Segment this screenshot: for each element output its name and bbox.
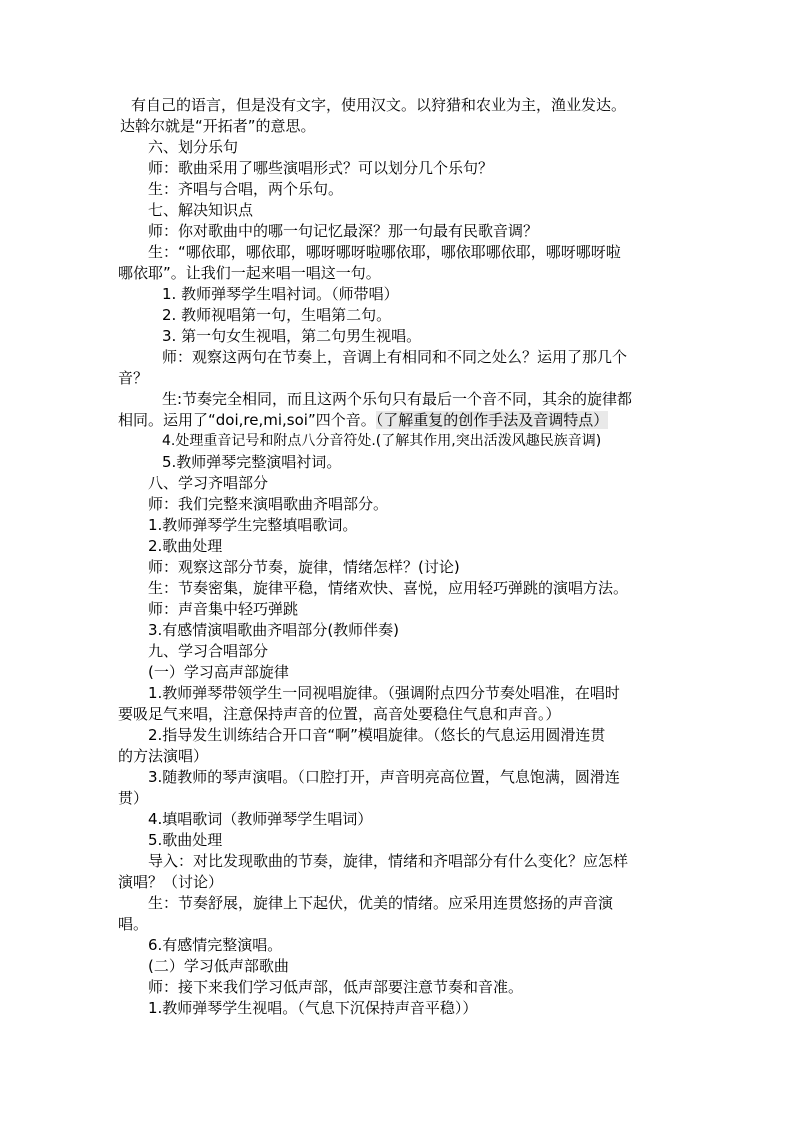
list-item: 4.填唱歌词（教师弹琴学生唱词） xyxy=(148,810,373,828)
text-line: 师：声音集中轻巧弹跳 xyxy=(148,600,299,618)
subsection-heading: (一）学习高声部旋律 xyxy=(148,663,289,681)
text-line: 生：“哪依耶，哪依耶，哪呀哪呀啦哪依耶，哪依耶哪依耶，哪呀哪呀啦 xyxy=(148,243,621,261)
section-heading: 八、学习齐唱部分 xyxy=(148,474,269,492)
text-segment: 相同。运用了“doi,re,mi,soi”四个音。 xyxy=(118,411,376,429)
list-item: 2.指导发生训练结合开口音“啊”模唱旋律。（悠长的气息运用圆滑连贯 xyxy=(148,726,606,744)
section-heading: 七、解决知识点 xyxy=(148,201,254,219)
list-item: 3. 第一句女生视唱，第二句男生视唱。 xyxy=(162,327,422,345)
highlighted-note: （了解重复的创作手法及音调特点） xyxy=(375,411,609,429)
list-item: 4.处理重音记号和附点八分音符处.(了解其作用,突出活泼风趣民族音调) xyxy=(162,433,602,449)
text-line: 师：我们完整来演唱歌曲齐唱部分。 xyxy=(148,495,389,513)
text-line: 生：节奏密集，旋律平稳，情绪欢快、喜悦，应用轻巧弹跳的演唱方法。 xyxy=(148,579,629,597)
text-line: 唱。 xyxy=(118,915,149,933)
list-item: 2. 教师视唱第一句，生唱第二句。 xyxy=(162,306,392,324)
list-item: 1.教师弹琴带领学生一同视唱旋律。（强调附点四分节奏处唱准，在唱时 xyxy=(148,684,620,702)
text-line xyxy=(118,410,608,430)
text-line: 演唱？（讨论） xyxy=(118,873,224,891)
text-line: 要吸足气来唱，注意保持声音的位置，高音处要稳住气息和声音。） xyxy=(118,705,561,723)
text-line: 达斡尔就是“开拓者”的意思。 xyxy=(120,117,316,135)
text-line: 师：你对歌曲中的哪一句记忆最深？那一句最有民歌音调？ xyxy=(148,222,539,240)
list-item: 5.教师弹琴完整演唱衬词。 xyxy=(162,453,342,471)
text-line: 导入：对比发现歌曲的节奏，旋律，情绪和齐唱部分有什么变化？应怎样 xyxy=(148,852,629,870)
text-line: 音？ xyxy=(118,369,149,387)
list-item: 2.歌曲处理 xyxy=(148,537,223,555)
list-item: 5.歌曲处理 xyxy=(148,831,223,849)
text-line: 有自己的语言，但是没有文字，使用汉文。以狩猎和农业为主，渔业发达。 xyxy=(131,96,627,114)
list-item: 6.有感情完整演唱。 xyxy=(148,936,283,954)
text-line: 师：歌曲采用了哪些演唱形式？可以划分几个乐句？ xyxy=(148,159,494,177)
text-line: 贯） xyxy=(118,789,149,807)
subsection-heading: (二）学习低声部歌曲 xyxy=(148,957,289,975)
text-line: 生：节奏舒展，旋律上下起伏，优美的情绪。应采用连贯悠扬的声音演 xyxy=(148,894,614,912)
list-item: 3.有感情演唱歌曲齐唱部分(教师伴奏) xyxy=(148,621,400,639)
section-heading: 九、学习合唱部分 xyxy=(148,642,269,660)
text-line: 哪依耶”。让我们一起来唱一唱这一句。 xyxy=(118,264,381,282)
list-item: 3.随教师的琴声演唱。（口腔打开，声音明亮高位置，气息饱满，圆滑连 xyxy=(148,768,620,786)
text-line: 的方法演唱） xyxy=(118,747,209,765)
text-line: 师：观察这两句在节奏上，音调上有相同和不同之处么？运用了那几个 xyxy=(162,348,628,366)
section-heading: 六、划分乐句 xyxy=(148,138,239,156)
list-item: 1.教师弹琴学生完整填唱歌词。 xyxy=(148,516,358,534)
text-line: 师：观察这部分节奏，旋律，情绪怎样？(讨论) xyxy=(148,558,460,576)
text-line: 生:节奏完全相同，而且这两个乐句只有最后一个音不同，其余的旋律都 xyxy=(162,390,633,408)
list-item: 1. 教师弹琴学生唱衬词。（师带唱） xyxy=(162,285,399,303)
list-item: 1.教师弹琴学生视唱。（气息下沉保持声音平稳）） xyxy=(148,999,478,1017)
text-line: 生：齐唱与合唱，两个乐句。 xyxy=(148,180,344,198)
text-line: 师：接下来我们学习低声部，低声部要注意节奏和音准。 xyxy=(148,978,524,996)
